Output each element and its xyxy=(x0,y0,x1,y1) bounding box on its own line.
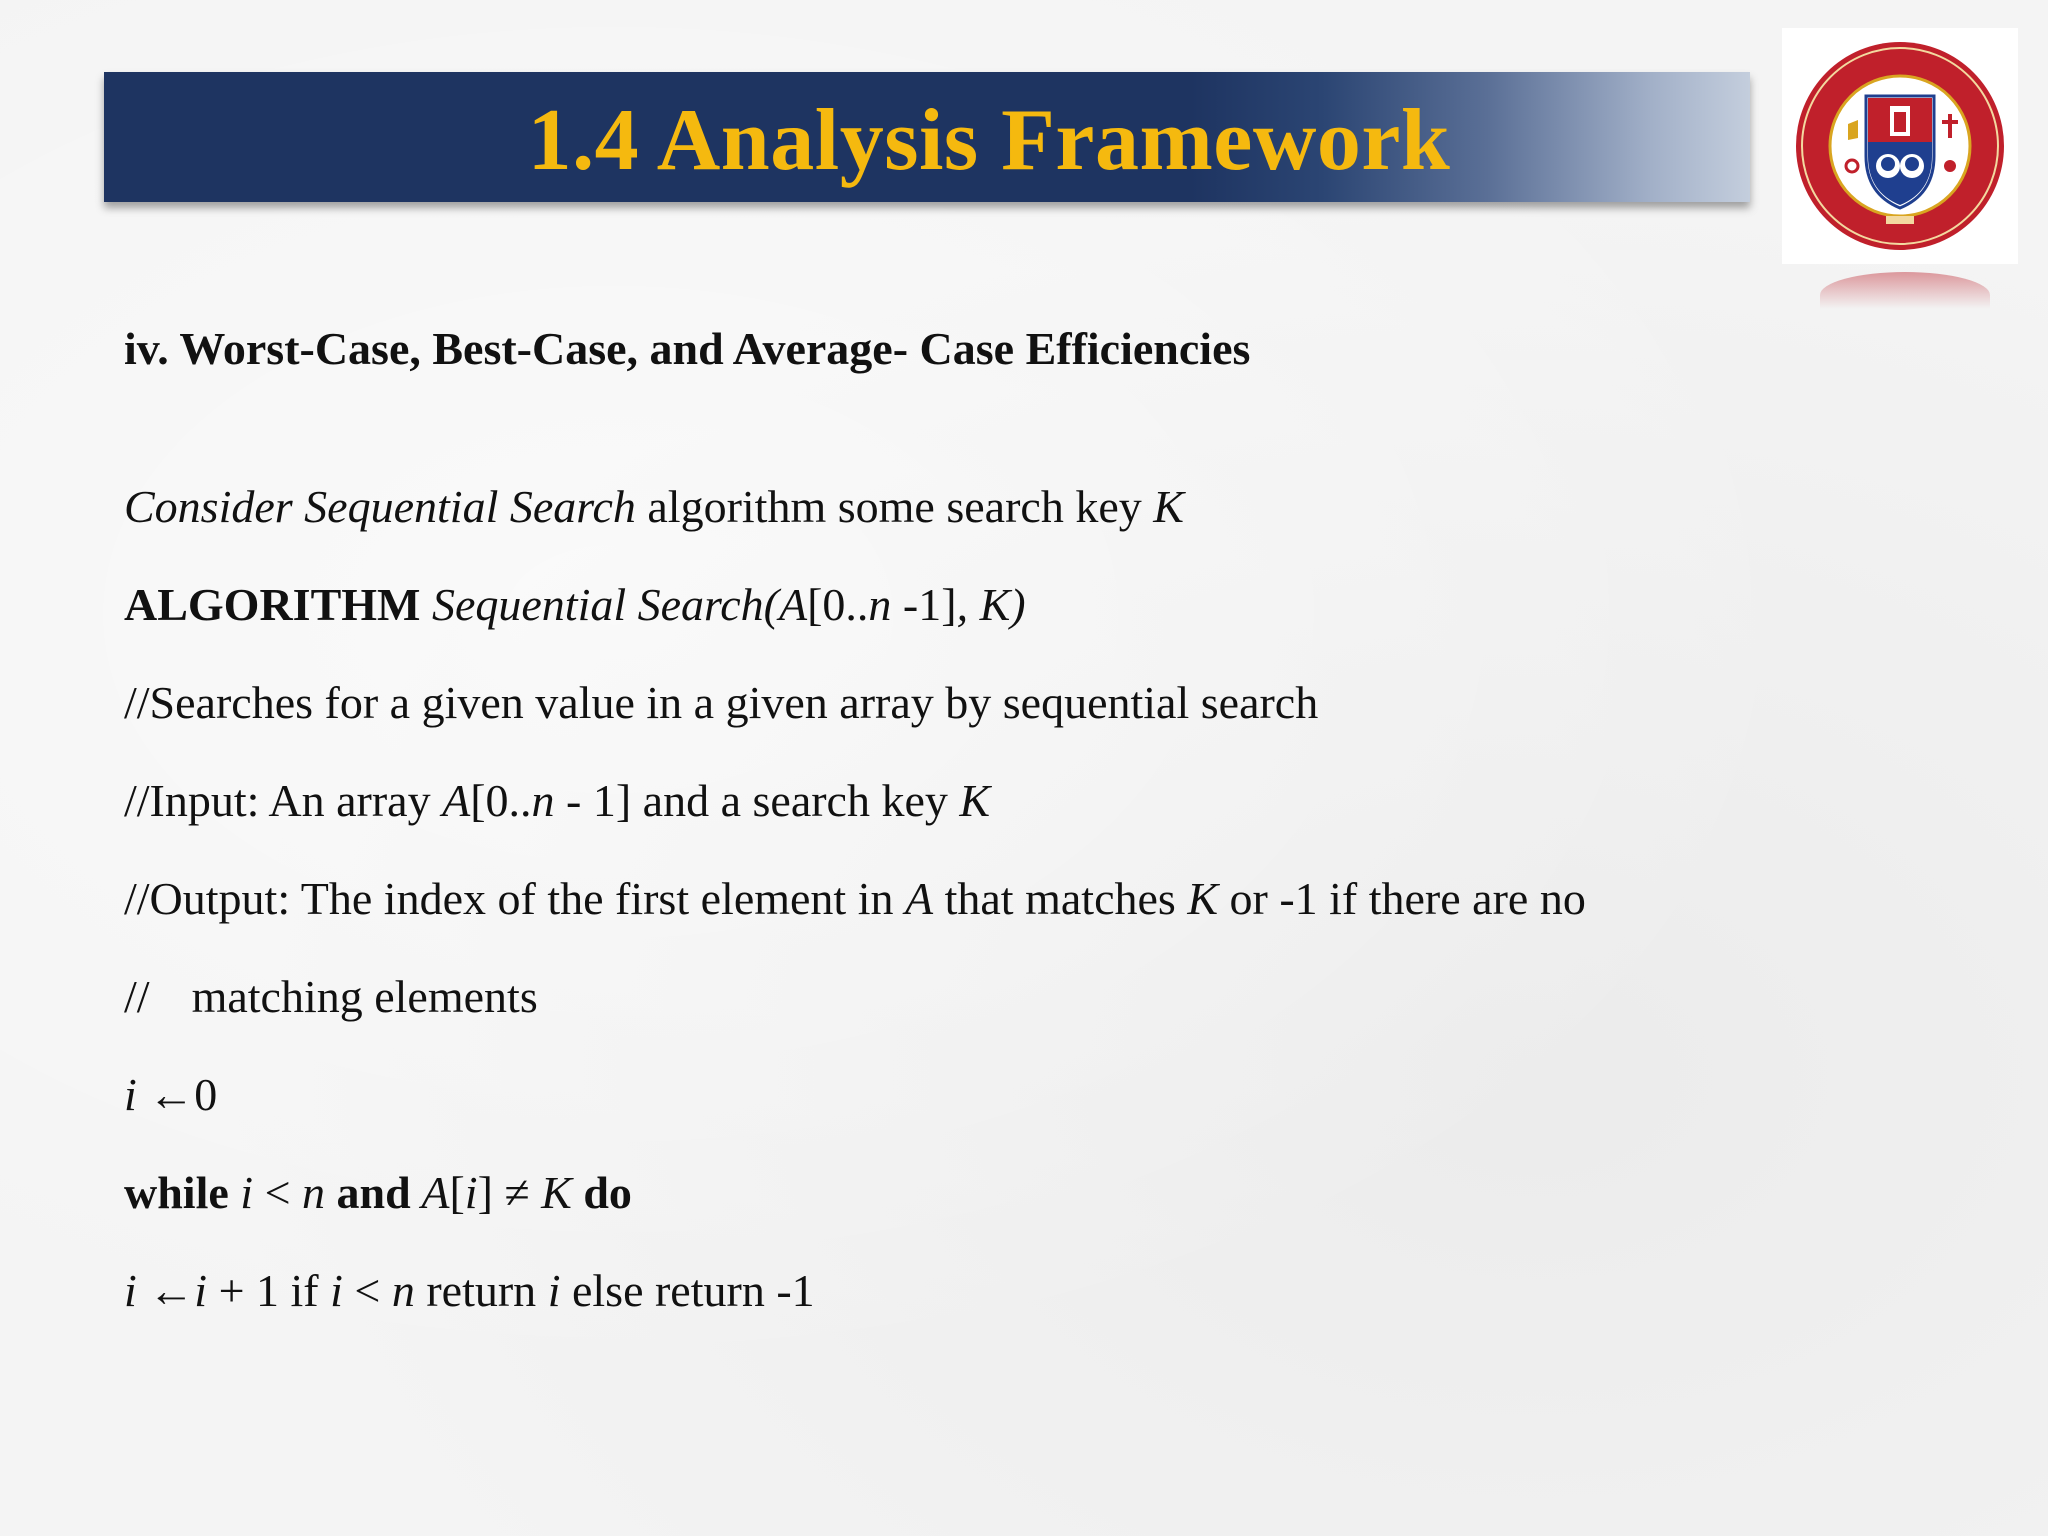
algorithm-name: Sequential Search(A xyxy=(420,579,808,630)
comment3-a: A xyxy=(905,873,934,924)
comment2-k: K xyxy=(959,775,991,826)
intro-part3: K xyxy=(1153,481,1184,532)
section-heading: iv. Worst-Case, Best-Case, and Average- Case Efficiencies xyxy=(124,323,1251,374)
while-k: K xyxy=(541,1167,572,1218)
comment3-suffix: or -1 if there are no xyxy=(1218,873,1586,924)
while-line xyxy=(124,1166,632,1219)
logo-reflection xyxy=(1820,272,1990,318)
intro-part1: Consider Sequential Search xyxy=(124,481,636,532)
inc-i: i xyxy=(124,1265,137,1316)
assign-line xyxy=(124,1068,217,1121)
algorithm-k: K) xyxy=(968,579,1026,630)
institute-logo xyxy=(1782,28,2018,264)
while-i2: i xyxy=(464,1167,478,1218)
assign-rest: ←0 xyxy=(136,1069,218,1120)
algorithm-range-end: -1] xyxy=(891,579,957,630)
while-rb: ] xyxy=(477,1167,493,1218)
comment4-prefix: // xyxy=(124,971,150,1022)
inc-plus: + 1 if xyxy=(207,1265,331,1316)
comment2-a: A xyxy=(442,775,471,826)
comment-line-2 xyxy=(124,774,990,827)
increment-line xyxy=(124,1264,815,1317)
inc-return: return xyxy=(414,1265,548,1316)
inc-i2: i xyxy=(194,1265,208,1316)
comment2-n: n xyxy=(531,775,555,826)
comment-line-1: //Searches for a given value in a given array by sequential search xyxy=(124,677,1319,728)
while-i: i xyxy=(228,1167,254,1218)
comment4-text: matching elements xyxy=(191,971,538,1022)
algorithm-keyword: ALGORITHM xyxy=(124,579,421,630)
title-bar xyxy=(104,72,1750,202)
do-keyword: do xyxy=(571,1167,632,1218)
while-a: A xyxy=(410,1167,450,1218)
inc-i4: i xyxy=(547,1265,561,1316)
comment2-mid: - 1] and a search key xyxy=(554,775,960,826)
comment-line-4 xyxy=(124,970,538,1023)
while-lb: [ xyxy=(449,1167,465,1218)
assign-i: i xyxy=(124,1069,137,1120)
algorithm-n: n xyxy=(868,579,892,630)
while-lt: < xyxy=(253,1167,303,1218)
and-keyword: and xyxy=(325,1167,411,1218)
algorithm-comma: , xyxy=(956,579,969,630)
intro-part2: algorithm some search key xyxy=(635,481,1154,532)
inc-arrow: ← xyxy=(136,1265,195,1316)
algorithm-line xyxy=(124,578,1026,631)
inc-i3: i xyxy=(330,1265,343,1316)
comment-line-3 xyxy=(124,872,1586,925)
comment3-mid: that matches xyxy=(933,873,1188,924)
inc-lt: < xyxy=(342,1265,392,1316)
algorithm-range: [0.. xyxy=(807,579,869,630)
comment3-k: K xyxy=(1187,873,1218,924)
comment3-prefix: //Output: The index of the first element in xyxy=(124,873,905,924)
while-keyword: while xyxy=(124,1167,229,1218)
while-n: n xyxy=(302,1167,326,1218)
inc-n: n xyxy=(391,1265,415,1316)
comment2-range: [0.. xyxy=(470,775,532,826)
intro-line xyxy=(124,480,1184,533)
inc-rest: else return -1 xyxy=(560,1265,815,1316)
while-ne: ≠ xyxy=(492,1167,542,1218)
comment2-prefix: //Input: An array xyxy=(124,775,443,826)
slide-title: 1.4 Analysis Framework xyxy=(527,92,1451,189)
seal-icon xyxy=(1782,28,2018,264)
